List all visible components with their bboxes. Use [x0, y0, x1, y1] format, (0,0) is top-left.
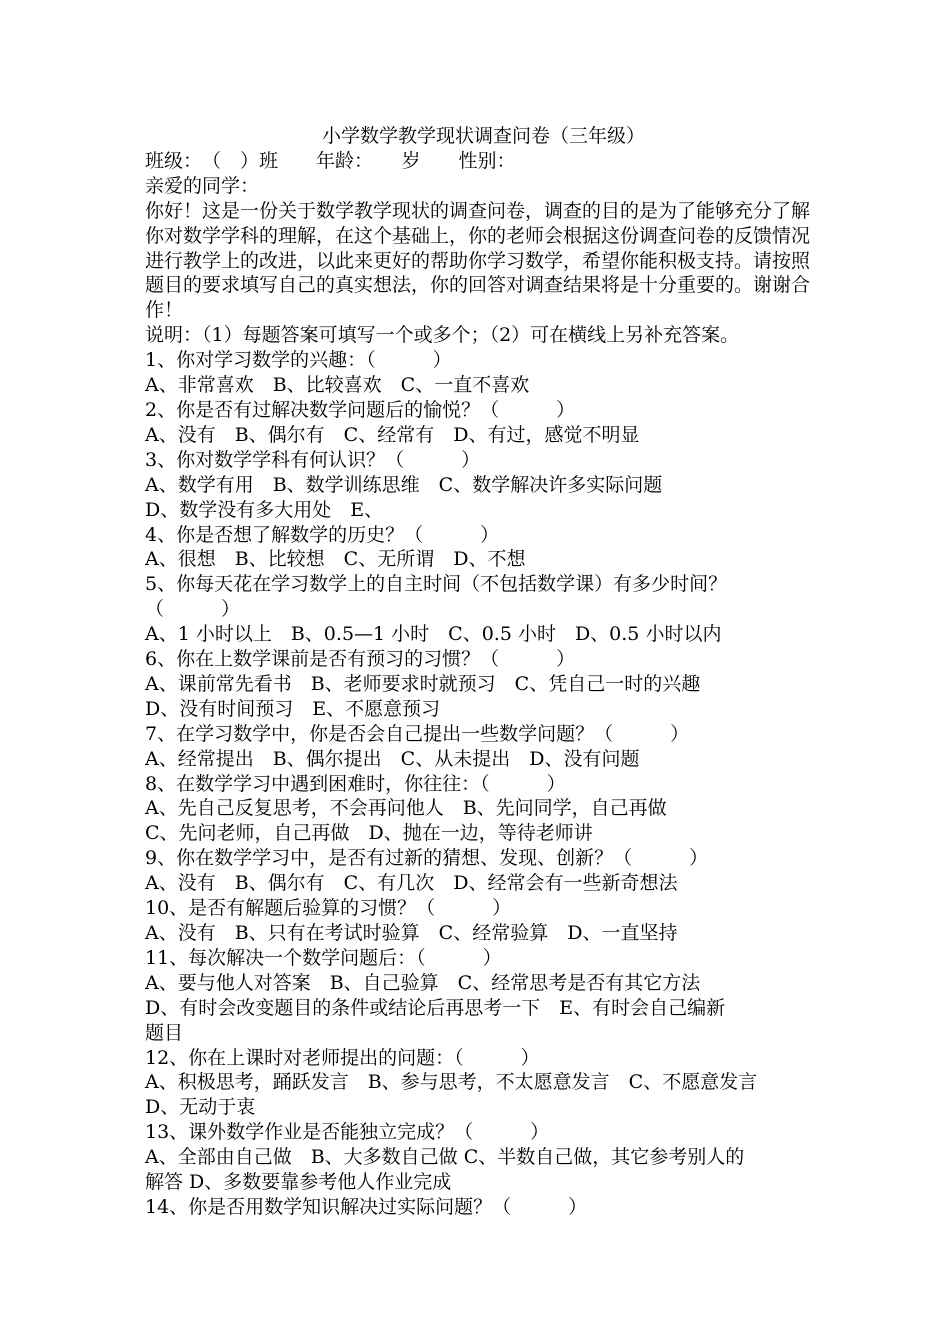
question-line: A、经常提出 B、偶尔提出 C、从未提出 D、没有问题 [145, 747, 640, 770]
question-line: A、先自己反复思考，不会再问他人 B、先问同学，自己再做 [145, 797, 667, 820]
question-list [145, 348, 810, 1220]
question-line: A、数学有用 B、数学训练思维 C、数学解决许多实际问题 [145, 473, 663, 496]
question-line: A、没有 B、偶尔有 C、有几次 D、经常会有一些新奇想法 [145, 872, 678, 895]
question-line: 3、你对数学学科有何认识？（ ） [145, 448, 481, 471]
question-line: 8、在数学学习中遇到困难时，你往往：（ ） [145, 772, 566, 795]
question-line: 11、每次解决一个数学问题后：（ ） [145, 946, 502, 969]
question-line: 2、你是否有过解决数学问题后的愉悦？（ ） [145, 398, 576, 421]
intro-paragraph: 你好！这是一份关于数学教学现状的调查问卷，调查的目的是为了能够充分了解你对数学学科的理解，在这个基础上，你的老师会根据这份调查问卷的反馈情况进行教学上的改进，以此来更好的帮助你学习数学，希望你能积极支持。请按照题目的要求填写自己的真实想法，你的回答对调查结果将是十分重要的。谢谢合作！ [145, 199, 811, 322]
question-line: D、没有时间预习 E、不愿意预习 [145, 697, 441, 720]
question-line: A、1 小时以上 B、0.5—1 小时 C、0.5 小时 D、0.5 小时以内 [145, 623, 722, 646]
question-line: A、很想 B、比较想 C、无所谓 D、不想 [145, 548, 526, 571]
header-line: 班级： （ ）班 年龄： 岁 性别： [145, 149, 516, 172]
question-line: 5、你每天花在学习数学上的自主时间（不包括数学课）有多少时间？ [145, 573, 728, 596]
instructions-note: 说明：（1）每题答案可填写一个或多个；（2）可在横线上另补充答案。 [145, 324, 740, 347]
question-line: （ ） [145, 598, 241, 621]
question-line: A、没有 B、只有在考试时验算 C、经常验算 D、一直坚持 [145, 922, 678, 944]
question-line: 题目 [145, 1021, 184, 1044]
question-line: C、先问老师，自己再做 D、抛在一边，等待老师讲 [145, 822, 593, 845]
question-line: 10、是否有解题后验算的习惯？（ ） [145, 897, 512, 920]
question-line: D、数学没有多大用处 E、 [145, 498, 384, 521]
document-title: 小学数学教学现状调查问卷（三年级） [321, 125, 645, 147]
question-line: D、有时会改变题目的条件或结论后再思考一下 E、有时会自己编新 [145, 996, 726, 1019]
question-line: 6、你在上数学课前是否有预习的习惯？（ ） [145, 648, 576, 671]
question-line: A、没有 B、偶尔有 C、经常有 D、有过，感觉不明显 [145, 423, 640, 446]
question-line: 4、你是否想了解数学的历史？（ ） [145, 523, 500, 546]
question-line: A、非常喜欢 B、比较喜欢 C、一直不喜欢 [145, 374, 530, 397]
document-body [145, 124, 810, 1220]
question-line: 13、课外数学作业是否能独立完成？（ ） [145, 1121, 550, 1144]
question-line: A、全部由自己做 B、大多数自己做 C、半数自己做，其它参考别人的 [145, 1146, 745, 1169]
question-line: D、无动于衷 [145, 1096, 256, 1119]
question-line: A、积极思考，踊跃发言 B、参与思考，不太愿意发言 C、不愿意发言 [145, 1071, 758, 1094]
question-line: 9、你在数学学习中，是否有过新的猜想、发现、创新？（ ） [145, 847, 709, 870]
question-line: 12、你在上课时对老师提出的问题：（ ） [145, 1046, 540, 1069]
question-line: 1、你对学习数学的兴趣：（ ） [145, 349, 452, 372]
question-line: 7、在学习数学中，你是否会自己提出一些数学问题？（ ） [145, 722, 690, 745]
question-line: A、要与他人对答案 B、自己验算 C、经常思考是否有其它方法 [145, 971, 701, 994]
question-line: 14、你是否用数学知识解决过实际问题？（ ） [145, 1195, 588, 1218]
question-line: 解答 D、多数要靠参考他人作业完成 [145, 1171, 452, 1194]
question-line: A、课前常先看书 B、老师要求时就预习 C、凭自己一时的兴趣 [145, 672, 701, 695]
greeting: 亲爱的同学： [145, 174, 260, 197]
